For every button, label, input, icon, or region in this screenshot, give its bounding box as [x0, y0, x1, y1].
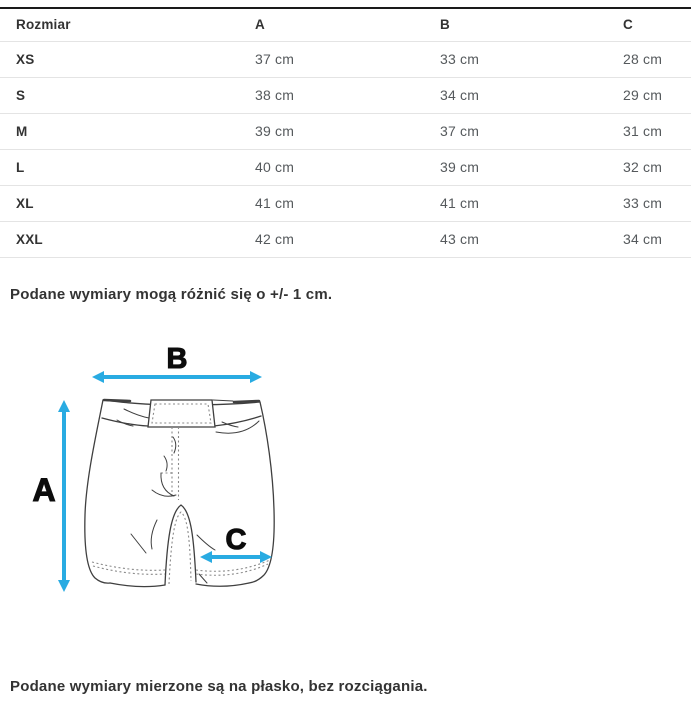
size-label: S	[0, 77, 239, 113]
value-a: 40 cm	[239, 149, 424, 185]
value-b: 37 cm	[424, 113, 607, 149]
arrow-head-c-left	[200, 551, 212, 563]
arrow-head-a-top	[58, 400, 70, 412]
size-label: M	[0, 113, 239, 149]
measure-c	[200, 524, 272, 563]
value-a: 39 cm	[239, 113, 424, 149]
value-b: 41 cm	[424, 185, 607, 221]
measure-a	[32, 400, 70, 592]
shorts-measurement-diagram	[0, 330, 691, 600]
size-table	[0, 7, 691, 258]
value-a: 37 cm	[239, 41, 424, 77]
value-c: 34 cm	[607, 221, 691, 257]
tolerance-note: Podane wymiary mogą różnić się o +/- 1 cm.	[10, 285, 333, 303]
arrow-head-a-bottom	[58, 580, 70, 592]
value-b: 43 cm	[424, 221, 607, 257]
table-row-xxl	[0, 221, 691, 257]
value-c: 29 cm	[607, 77, 691, 113]
measure-b	[92, 343, 262, 383]
size-label: XS	[0, 41, 239, 77]
size-label: XXL	[0, 221, 239, 257]
value-b: 39 cm	[424, 149, 607, 185]
table-row-s	[0, 77, 691, 113]
value-c: 31 cm	[607, 113, 691, 149]
value-c: 28 cm	[607, 41, 691, 77]
measure-label-b: B	[166, 342, 188, 375]
arrow-head-b-right	[250, 371, 262, 383]
size-table-body	[0, 41, 691, 257]
arrow-head-b-left	[92, 371, 104, 383]
value-b: 34 cm	[424, 77, 607, 113]
measurement-note: Podane wymiary mierzone są na płasko, bez rozciągania.	[10, 677, 428, 695]
size-label: L	[0, 149, 239, 185]
column-header-c: C	[607, 8, 691, 41]
header-row	[0, 8, 691, 41]
column-header-a: A	[239, 8, 424, 41]
value-c: 33 cm	[607, 185, 691, 221]
value-a: 38 cm	[239, 77, 424, 113]
table-row-xs	[0, 41, 691, 77]
column-header-b: B	[424, 8, 607, 41]
table-row-xl	[0, 185, 691, 221]
value-c: 32 cm	[607, 149, 691, 185]
size-table-header	[0, 8, 691, 41]
table-row-m	[0, 113, 691, 149]
measure-label-c: C	[225, 523, 247, 556]
table-row-l	[0, 149, 691, 185]
measure-label-a: A	[32, 471, 56, 508]
column-header-size: Rozmiar	[0, 8, 239, 41]
value-a: 42 cm	[239, 221, 424, 257]
value-b: 33 cm	[424, 41, 607, 77]
value-a: 41 cm	[239, 185, 424, 221]
size-label: XL	[0, 185, 239, 221]
